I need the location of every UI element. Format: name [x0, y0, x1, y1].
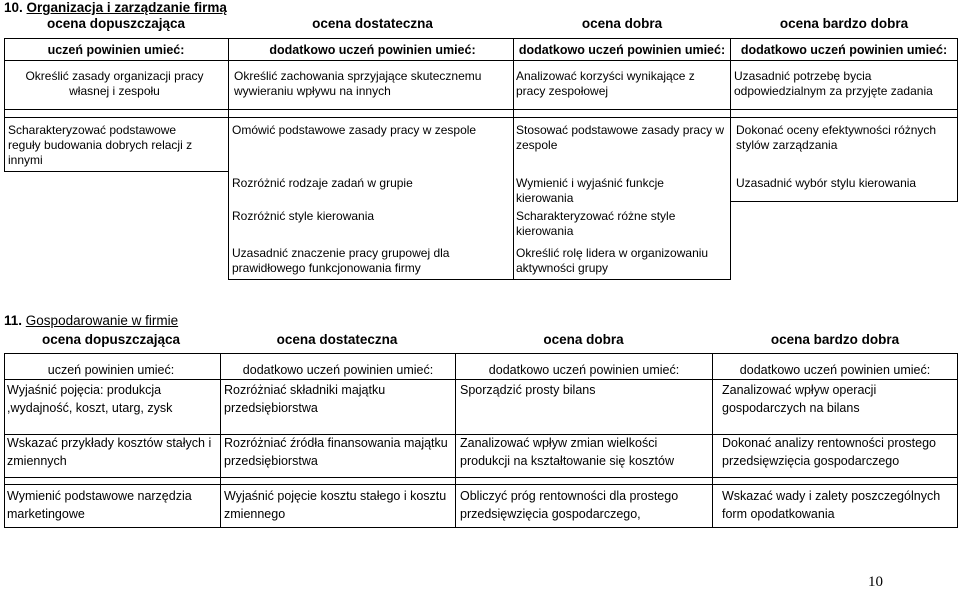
s10-r2-c3-d: Określić rolę lidera w organizowaniu aktywności grupy — [516, 246, 709, 275]
s11-r1-c4: Zanalizować wpływ operacji gospodarczych na bilans — [722, 383, 877, 415]
s11-r1-c2: Rozróżniać składniki majątku przedsiębiorstwa — [224, 383, 386, 415]
s11-line-row2 — [4, 477, 958, 478]
s10-subheader-col2: dodatkowo uczeń powinien umieć: — [269, 43, 476, 57]
s10-r2-c4-b: Uzasadnić wybór stylu kierowania — [736, 176, 917, 190]
s11-vline-2 — [455, 353, 456, 528]
s11-r3-c4: Wskazać wady i zalety poszczególnych form opodatkowania — [722, 489, 941, 521]
s10-subheader-col3: dodatkowo uczeń powinien umieć: — [518, 43, 726, 57]
s10-vline-2 — [513, 38, 514, 280]
s10-line-top — [4, 38, 958, 39]
s11-r3-c2: Wyjaśnić pojęcie kosztu stałego i kosztu zmiennego — [224, 489, 447, 521]
s10-line-col1-end — [4, 171, 228, 172]
s11-grade-col1: ocena dopuszczająca — [41, 332, 181, 347]
s10-r1-c4: Uzasadnić potrzebę bycia odpowiedzialnym za przyjęte zadania — [734, 69, 933, 98]
s10-r2-c2-c: Rozróżnić style kierowania — [232, 209, 375, 223]
s10-r2-c3-c: Scharakteryzować różne style kierowania — [516, 209, 676, 238]
s10-subheader-col1: uczeń powinien umieć: — [47, 43, 185, 57]
s10-r2-c4-a: Dokonać oceny efektywności różnych stylów zarządzania — [736, 123, 937, 152]
s10-r1-c2: Określić zachowania sprzyjające skutecznemu wywieraniu wpływu na innych — [234, 69, 482, 98]
s11-vline-4 — [957, 353, 958, 528]
s11-r2-c4: Dokonać analizy rentowności prostego przedsięwzięcia gospodarczego — [722, 436, 937, 468]
section-10-number: 10. — [4, 0, 23, 15]
s10-r2-c3-b: Wymienić i wyjaśnić funkcje kierowania — [516, 176, 664, 205]
s10-grade-col1: ocena dopuszczająca — [46, 16, 186, 31]
s10-vline-3 — [730, 38, 731, 280]
s10-subheader-col4: dodatkowo uczeń powinien umieć: — [740, 43, 948, 57]
s11-grade-col4: ocena bardzo dobra — [770, 332, 900, 347]
s10-line-col4-end — [730, 201, 958, 202]
s10-r1-c1: Określić zasady organizacji pracy własnej i zespołu — [25, 69, 204, 98]
s10-r1-c3: Analizować korzyści wynikające z pracy zespołowej — [516, 69, 695, 98]
s11-grade-col2: ocena dostateczna — [276, 332, 398, 347]
s10-grade-col2: ocena dostateczna — [312, 16, 433, 31]
s11-r2-c2: Rozróżniać źródła finansowania majątku przedsiębiorstwa — [224, 436, 448, 468]
s10-grade-col3: ocena dobra — [581, 16, 663, 31]
s10-line-bottom — [228, 279, 730, 280]
s11-line-sub — [4, 379, 958, 380]
section-11-number: 11. — [4, 313, 23, 328]
s11-vline-3 — [712, 353, 713, 528]
s11-r2-c1: Wskazać przykłady kosztów stałych i zmiennych — [7, 436, 212, 468]
s11-r1-c3: Sporządzić prosty bilans — [460, 383, 596, 397]
s11-subheader-col2: dodatkowo uczeń powinien umieć: — [242, 363, 434, 377]
s11-grade-col3: ocena dobra — [543, 332, 624, 347]
s11-vline-1 — [220, 353, 221, 528]
s11-r3-c1: Wymienić podstawowe narzędzia marketingowe — [7, 489, 192, 521]
s10-line-sub — [4, 60, 958, 61]
s11-subheader-col4: dodatkowo uczeń powinien umieć: — [739, 363, 931, 377]
s11-r3-c3: Obliczyć próg rentowności dla prostego przedsięwzięcia gospodarczego, — [460, 489, 679, 521]
s11-line-top — [4, 353, 958, 354]
s11-line-bottom — [4, 527, 958, 528]
page-number: 10 — [868, 574, 883, 590]
s10-line-row1b — [4, 117, 958, 118]
section-10-title — [4, 0, 227, 15]
s10-r2-c2-a: Omówić podstawowe zasady pracy w zespole — [232, 123, 477, 137]
s10-r2-c2-d: Uzasadnić znaczenie pracy grupowej dla prawidłowego funkcjonowania firmy — [232, 246, 450, 275]
s11-subheader-col1: uczeń powinien umieć: — [47, 363, 175, 377]
s10-line-row1 — [4, 109, 958, 110]
s11-line-row2b — [4, 484, 958, 485]
s10-vline-4 — [957, 38, 958, 202]
section-11-title-text: Gospodarowanie w firmie — [25, 313, 179, 328]
s10-vline-1 — [228, 38, 229, 280]
s10-r2-c3-a: Stosować podstawowe zasady pracy w zespole — [516, 123, 725, 152]
s11-r1-c1: Wyjaśnić pojęcia: produkcja ,wydajność, koszt, utarg, zysk — [7, 383, 173, 415]
s11-vline-0 — [4, 353, 5, 528]
section-11-title — [4, 313, 178, 328]
s11-r2-c3: Zanalizować wpływ zmian wielkości produkcji na kształtowanie się kosztów — [460, 436, 674, 468]
s10-vline-0 — [4, 38, 5, 172]
s10-r2-c1: Scharakteryzować podstawowe reguły budowania dobrych relacji z innymi — [8, 123, 193, 167]
s10-grade-col4: ocena bardzo dobra — [779, 16, 909, 31]
section-10-title-text: Organizacja i zarządzanie firmą — [26, 0, 227, 15]
s11-subheader-col3: dodatkowo uczeń powinien umieć: — [488, 363, 680, 377]
s10-r2-c2-b: Rozróżnić rodzaje zadań w grupie — [232, 176, 413, 190]
